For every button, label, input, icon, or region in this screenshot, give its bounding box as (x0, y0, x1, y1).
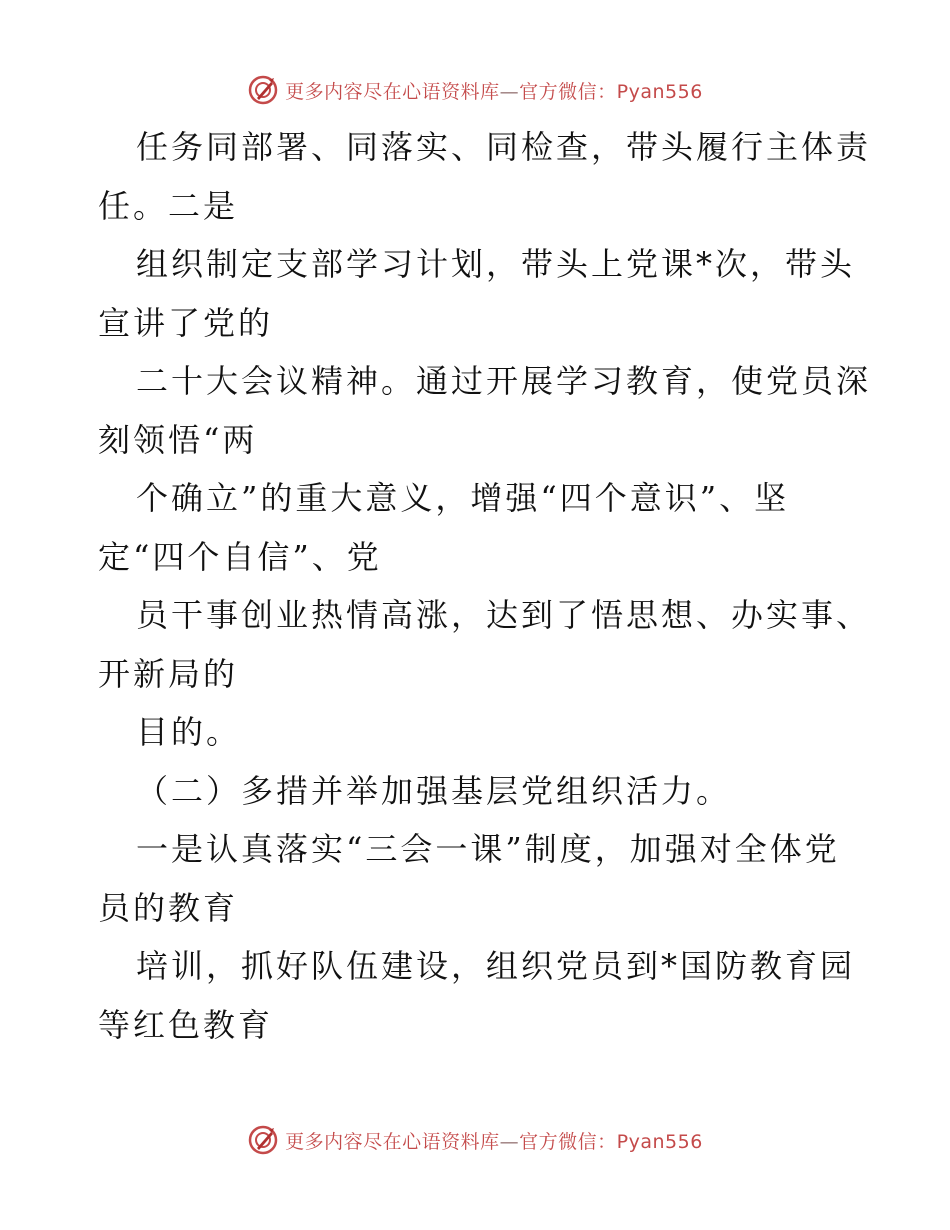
document-body (98, 118, 872, 1054)
watermark-dash: — (499, 1130, 520, 1153)
watermark-main: 更多内容尽在心语资料库 (285, 1130, 500, 1153)
text-line: 组织制定支部学习计划，带头上党课*次，带头 (136, 245, 856, 283)
watermark-text (285, 77, 703, 104)
text-line: 员的教育 (98, 888, 239, 927)
text-line: 培训，抓好队伍建设，组织党员到*国防教育园 (136, 947, 856, 985)
text-line: 二十大会议精神。通过开展学习教育，使党员深 (136, 362, 872, 400)
text-line: 宣讲了党的 (98, 303, 274, 342)
watermark-sub: 官方微信：Pyan556 (519, 80, 703, 103)
text-line: 等红色教育 (98, 1005, 274, 1044)
watermark-text (285, 1127, 703, 1154)
text-line: 刻领悟“两 (98, 420, 258, 459)
text-line: 任。二是 (98, 186, 239, 225)
watermark-footer (0, 1120, 950, 1160)
logo-icon (247, 1124, 279, 1156)
text-line: 目的。 (136, 713, 242, 751)
watermark-header (0, 70, 950, 110)
watermark-dash: — (499, 80, 520, 103)
text-line: 开新局的 (98, 654, 239, 693)
text-line: 定“四个自信”、党 (98, 537, 382, 576)
text-line: 一是认真落实“三会一课”制度，加强对全体党 (136, 830, 840, 868)
text-line: 任务同部署、同落实、同检查，带头履行主体责 (136, 128, 872, 166)
watermark-sub: 官方微信：Pyan556 (519, 1130, 703, 1153)
text-line: （二）多措并举加强基层党组织活力。 (136, 771, 732, 810)
text-line: 个确立”的重大意义，增强“四个意识”、坚 (136, 479, 790, 517)
text-line: 员干事创业热情高涨，达到了悟思想、办实事、 (136, 596, 872, 634)
watermark-main: 更多内容尽在心语资料库 (285, 80, 500, 103)
logo-icon (247, 74, 279, 106)
